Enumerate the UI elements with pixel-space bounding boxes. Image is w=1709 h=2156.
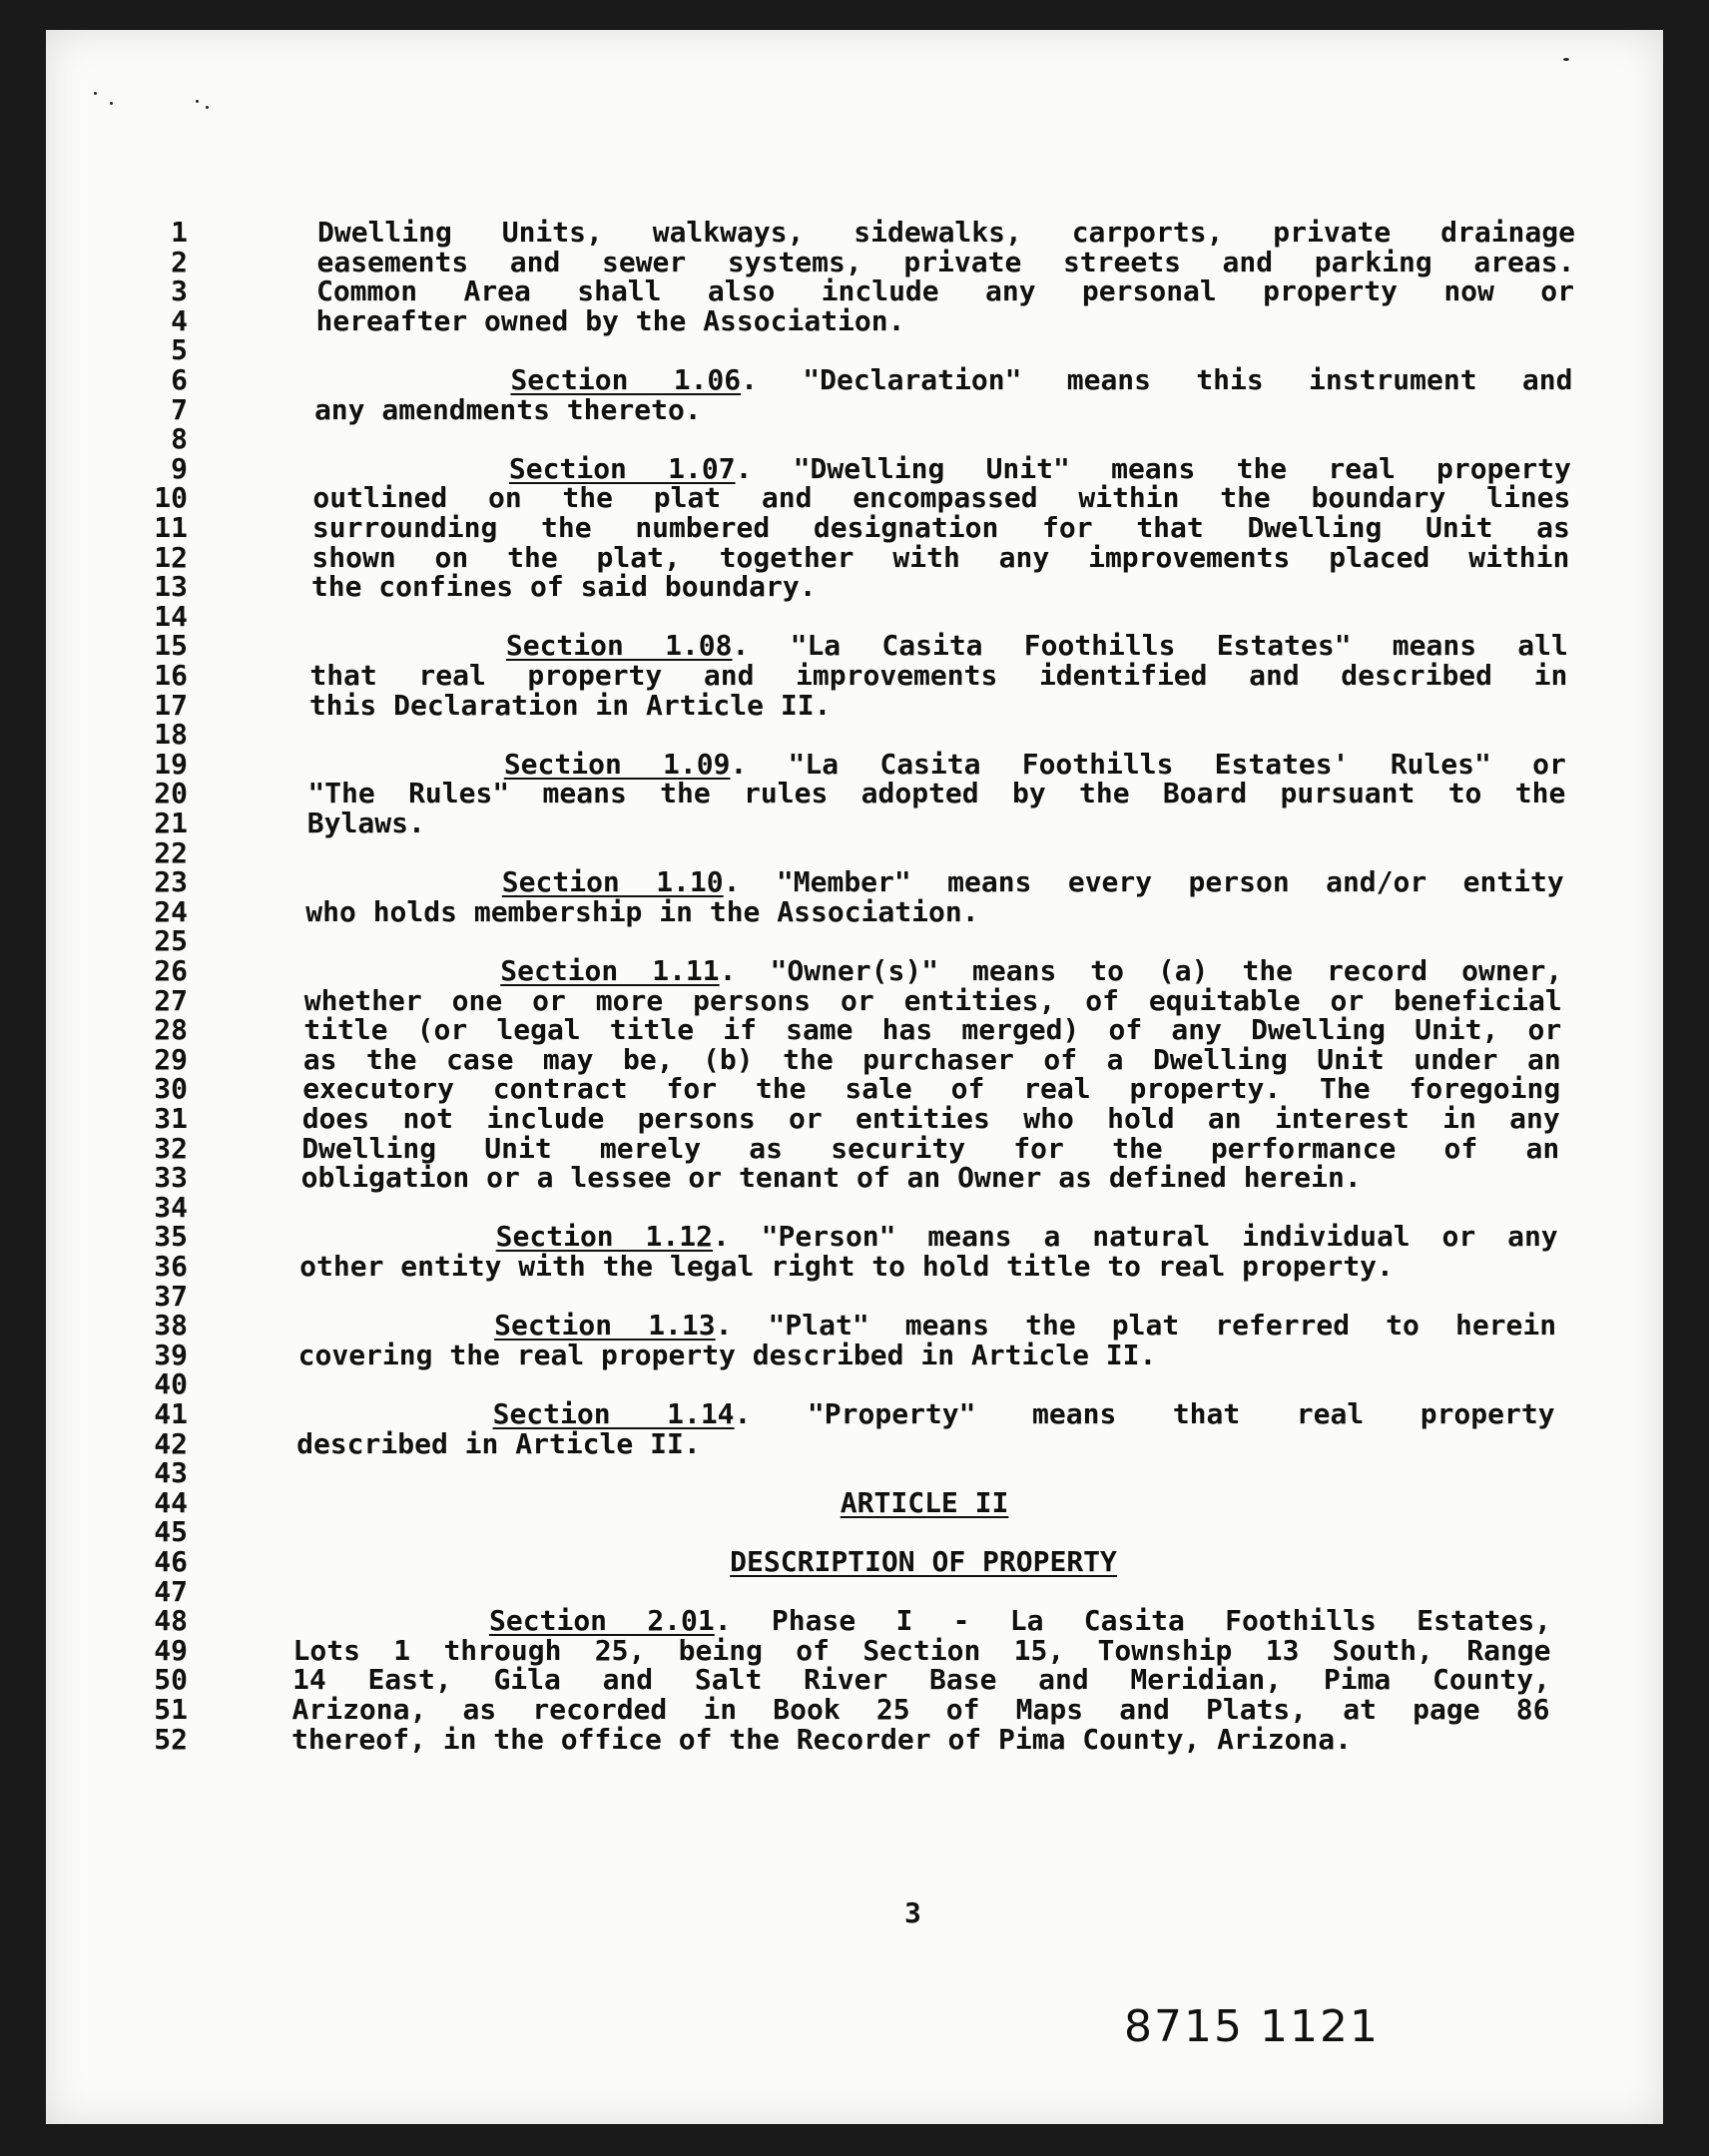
page-number: 3 [904, 1896, 921, 1929]
line-number: 17 [154, 688, 188, 722]
document-line [46, 1190, 1663, 1224]
section-heading: ARTICLE II [840, 1485, 1009, 1519]
line-text [307, 779, 1565, 808]
text-run: the confines of said boundary. [310, 570, 817, 604]
section-heading: Section 1.09 [503, 747, 731, 781]
line-number: 19 [154, 747, 188, 781]
line-number: 4 [171, 303, 188, 337]
line-text [317, 218, 1575, 248]
line-number: 10 [154, 481, 188, 515]
line-text [297, 1338, 1157, 1371]
line-text [489, 1606, 1551, 1636]
text-run: as the case may be, (b) the purchaser of a Dwelling Unit under an [302, 1042, 1561, 1076]
document-line [46, 894, 1663, 928]
text-run: outlined on the plat and encompassed within the boundary lines [312, 481, 1571, 515]
section-heading: Section 1.14 [492, 1397, 735, 1430]
section-heading: Section 1.12 [495, 1220, 713, 1254]
line-text [302, 1074, 1560, 1104]
document-line [46, 1547, 1663, 1577]
document-line [46, 1485, 1663, 1519]
line-text [295, 1485, 1553, 1519]
document-line [46, 1104, 1663, 1134]
scan-speck [94, 92, 97, 95]
text-run: "The Rules" means the rules adopted by the Board pursuant to the [307, 777, 1566, 810]
scan-speck [196, 100, 199, 103]
document-line [46, 365, 1663, 395]
line-number: 47 [154, 1574, 188, 1608]
text-run: 14 East, Gila and Salt River Base and Meridian, Pima County, [292, 1663, 1551, 1697]
section-heading: Section 1.06 [510, 363, 742, 396]
line-number: 18 [154, 718, 188, 752]
document-line [46, 276, 1663, 306]
document-number: 8715 1121 [1124, 2001, 1380, 2052]
document-line [46, 1574, 1663, 1608]
document-line [46, 1722, 1663, 1756]
line-number: 46 [154, 1545, 188, 1578]
line-number: 13 [154, 570, 188, 604]
line-text [302, 1042, 1561, 1076]
text-run: thereof, in the office of the Recorder of Pima County, Arizona. [291, 1722, 1353, 1756]
section-heading: DESCRIPTION OF PROPERTY [730, 1545, 1117, 1578]
text-run: shown on the plat, together with any improvements placed within [311, 540, 1570, 574]
text-run: Bylaws. [306, 807, 425, 839]
document-line [46, 392, 1663, 426]
line-number: 20 [154, 777, 188, 810]
line-number: 12 [154, 540, 188, 574]
text-run: who holds membership in the Association. [305, 894, 979, 928]
line-number: 40 [154, 1367, 188, 1401]
document-line [46, 335, 1663, 365]
line-number: 15 [154, 629, 188, 663]
line-text [315, 303, 905, 337]
document-line [46, 661, 1663, 691]
line-text [305, 894, 979, 928]
text-run: . "Declaration" means this instrument and [741, 363, 1573, 396]
document-line [46, 1279, 1663, 1313]
document-line [46, 1131, 1663, 1165]
document-line [46, 1163, 1663, 1193]
document-line [46, 513, 1663, 543]
line-text [510, 365, 1572, 395]
line-text [302, 1104, 1560, 1134]
text-run: whether one or more persons or entities, of equitable or beneficial [303, 983, 1562, 1017]
line-number: 32 [154, 1131, 188, 1165]
line-number: 52 [154, 1722, 188, 1756]
text-run: . Phase I - La Casita Foothills Estates, [714, 1604, 1552, 1638]
section-heading: Section 1.10 [501, 865, 724, 899]
document-line [46, 424, 1663, 454]
document-line [46, 1222, 1663, 1252]
text-run: . "Plat" means the plat referred to herein [715, 1309, 1557, 1343]
document-line [46, 451, 1663, 485]
line-text [301, 1131, 1560, 1165]
document-line [46, 956, 1663, 986]
section-heading: Section 1.07 [508, 451, 736, 485]
document-line [46, 808, 1663, 838]
document-line [46, 983, 1663, 1017]
scan-speck [206, 106, 209, 109]
document-line [46, 1665, 1663, 1695]
text-run: Dwelling Unit merely as security for the performance of an [301, 1131, 1560, 1165]
line-number: 39 [154, 1338, 188, 1371]
line-number: 43 [154, 1456, 188, 1490]
document-line [46, 926, 1663, 956]
text-run: that real property and improvements identified and described in [309, 659, 1568, 692]
text-run: . "Person" means a natural individual or any [712, 1220, 1558, 1254]
line-number: 35 [154, 1220, 188, 1254]
text-run: title (or legal title if same has merged) of any Dwelling Unit, or [303, 1013, 1562, 1047]
line-text [303, 983, 1562, 1017]
line-number: 31 [154, 1102, 188, 1135]
line-text [503, 747, 1566, 781]
line-text [496, 1222, 1558, 1252]
line-text [312, 513, 1570, 543]
line-text [308, 688, 832, 722]
document-line [46, 1311, 1663, 1341]
line-text [500, 956, 1562, 986]
document-line [46, 1695, 1663, 1725]
document-line [46, 688, 1663, 722]
line-number: 28 [154, 1013, 188, 1047]
line-number: 5 [171, 333, 188, 367]
line-text [494, 1311, 1556, 1341]
text-run: easements and sewer systems, private streets and parking areas. [316, 245, 1575, 278]
line-number: 44 [154, 1485, 188, 1519]
line-number: 1 [171, 216, 188, 249]
document-line [46, 483, 1663, 513]
document-line [46, 1606, 1663, 1636]
line-number: 22 [154, 835, 188, 869]
line-text [311, 572, 817, 602]
document-line [46, 1252, 1663, 1282]
line-number: 30 [154, 1072, 188, 1106]
line-number: 2 [171, 245, 188, 278]
document-line [46, 1399, 1663, 1429]
line-number: 23 [154, 865, 188, 899]
line-number: 33 [154, 1161, 188, 1195]
line-text [292, 1695, 1550, 1725]
line-number: 51 [154, 1693, 188, 1726]
line-text [316, 245, 1575, 278]
document-line [46, 835, 1663, 869]
line-number: 16 [154, 659, 188, 692]
line-number: 14 [154, 599, 188, 633]
text-run: surrounding the numbered designation for that Dwelling Unit as [311, 511, 1570, 544]
document-line [46, 572, 1663, 602]
line-text [291, 1722, 1353, 1756]
text-run: . "Property" means that real property [734, 1397, 1555, 1430]
line-number: 11 [154, 511, 188, 544]
line-number: 48 [154, 1604, 188, 1638]
document-line [46, 1369, 1663, 1399]
line-number: 37 [154, 1279, 188, 1313]
document-line [46, 1426, 1663, 1460]
line-text [312, 483, 1570, 513]
text-run: covering the real property described in Article II. [297, 1338, 1157, 1371]
section-heading: Section 1.08 [505, 629, 733, 663]
line-number: 34 [154, 1190, 188, 1224]
line-text [303, 1015, 1561, 1045]
text-run: this Declaration in Article II. [308, 688, 832, 722]
document-line [46, 867, 1663, 897]
text-run: obligation or a lessee or tenant of an Owner as defined herein. [300, 1161, 1362, 1195]
text-run: does not include persons or entities who hold an interest in any [301, 1102, 1560, 1135]
document-line [46, 631, 1663, 661]
line-text [301, 1163, 1362, 1193]
text-run: any amendments thereto. [313, 392, 702, 426]
text-run: . "Member" means every person and/or entity [723, 865, 1564, 899]
text-run: described in Article II. [296, 1426, 701, 1460]
line-number: 21 [154, 807, 188, 839]
line-number: 29 [154, 1042, 188, 1076]
document-line [46, 1458, 1663, 1488]
line-text [294, 1547, 1552, 1577]
document-line [46, 1517, 1663, 1547]
line-number: 26 [154, 954, 188, 987]
text-run: Common Area shall also include any personal property now or [315, 274, 1574, 308]
document-line [46, 1074, 1663, 1104]
document-line [46, 1042, 1663, 1076]
document-line [46, 779, 1663, 808]
line-text [502, 867, 1564, 897]
line-number: 24 [154, 894, 188, 928]
line-text [493, 1399, 1555, 1429]
document-line [46, 747, 1663, 781]
scan-speck [110, 102, 113, 105]
document-line [46, 1338, 1663, 1371]
line-number: 36 [154, 1250, 188, 1283]
line-text [506, 631, 1568, 661]
line-number: 50 [154, 1663, 188, 1697]
text-run: Lots 1 through 25, being of Section 15, Township 13 South, Range [292, 1633, 1551, 1667]
line-number: 42 [154, 1426, 188, 1460]
line-number: 45 [154, 1515, 188, 1549]
text-run: . "Dwelling Unit" means the real property [735, 451, 1571, 485]
line-text [296, 1426, 701, 1460]
line-text [292, 1665, 1550, 1695]
line-text [316, 276, 1574, 306]
document-line [46, 245, 1663, 278]
line-number: 27 [154, 983, 188, 1017]
line-number: 9 [171, 451, 188, 485]
line-number: 8 [171, 422, 188, 456]
text-run: Dwelling Units, walkways, sidewalks, carports, private drainage [317, 216, 1575, 249]
document-line [46, 218, 1663, 248]
line-number: 41 [154, 1397, 188, 1430]
line-number: 6 [171, 363, 188, 396]
document-line [46, 720, 1663, 750]
line-text [307, 808, 425, 838]
line-text [311, 540, 1570, 574]
line-number: 38 [154, 1309, 188, 1343]
text-run: . "La Casita Foothills Estates' Rules" or [730, 747, 1566, 781]
section-heading: Section 1.11 [500, 954, 720, 987]
line-text [309, 661, 1567, 691]
text-run: . "La Casita Foothills Estates" means all [732, 629, 1568, 663]
document-page [46, 30, 1663, 2124]
scan-speck [1563, 58, 1569, 61]
line-number: 7 [171, 392, 188, 426]
text-run: Arizona, as recorded in Book 25 of Maps and Plats, at page 86 [291, 1693, 1550, 1726]
section-heading: Section 2.01 [489, 1604, 715, 1638]
line-text [508, 451, 1571, 485]
line-number: 25 [154, 924, 188, 958]
document-line [46, 303, 1663, 337]
section-heading: Section 1.13 [494, 1309, 716, 1343]
line-text [292, 1633, 1551, 1667]
text-run: other entity with the legal right to hold title to real property. [299, 1250, 1394, 1283]
line-text [313, 392, 702, 426]
document-line [46, 1015, 1663, 1045]
text-run: hereafter owned by the Association. [315, 303, 905, 337]
document-line [46, 540, 1663, 574]
line-number: 3 [171, 274, 188, 308]
text-run: executory contract for the sale of real property. The foregoing [302, 1072, 1561, 1106]
document-line [46, 599, 1663, 633]
document-line [46, 1633, 1663, 1667]
line-number: 49 [154, 1633, 188, 1667]
line-text [299, 1252, 1394, 1282]
text-run: . "Owner(s)" means to (a) the record owner, [719, 954, 1563, 987]
